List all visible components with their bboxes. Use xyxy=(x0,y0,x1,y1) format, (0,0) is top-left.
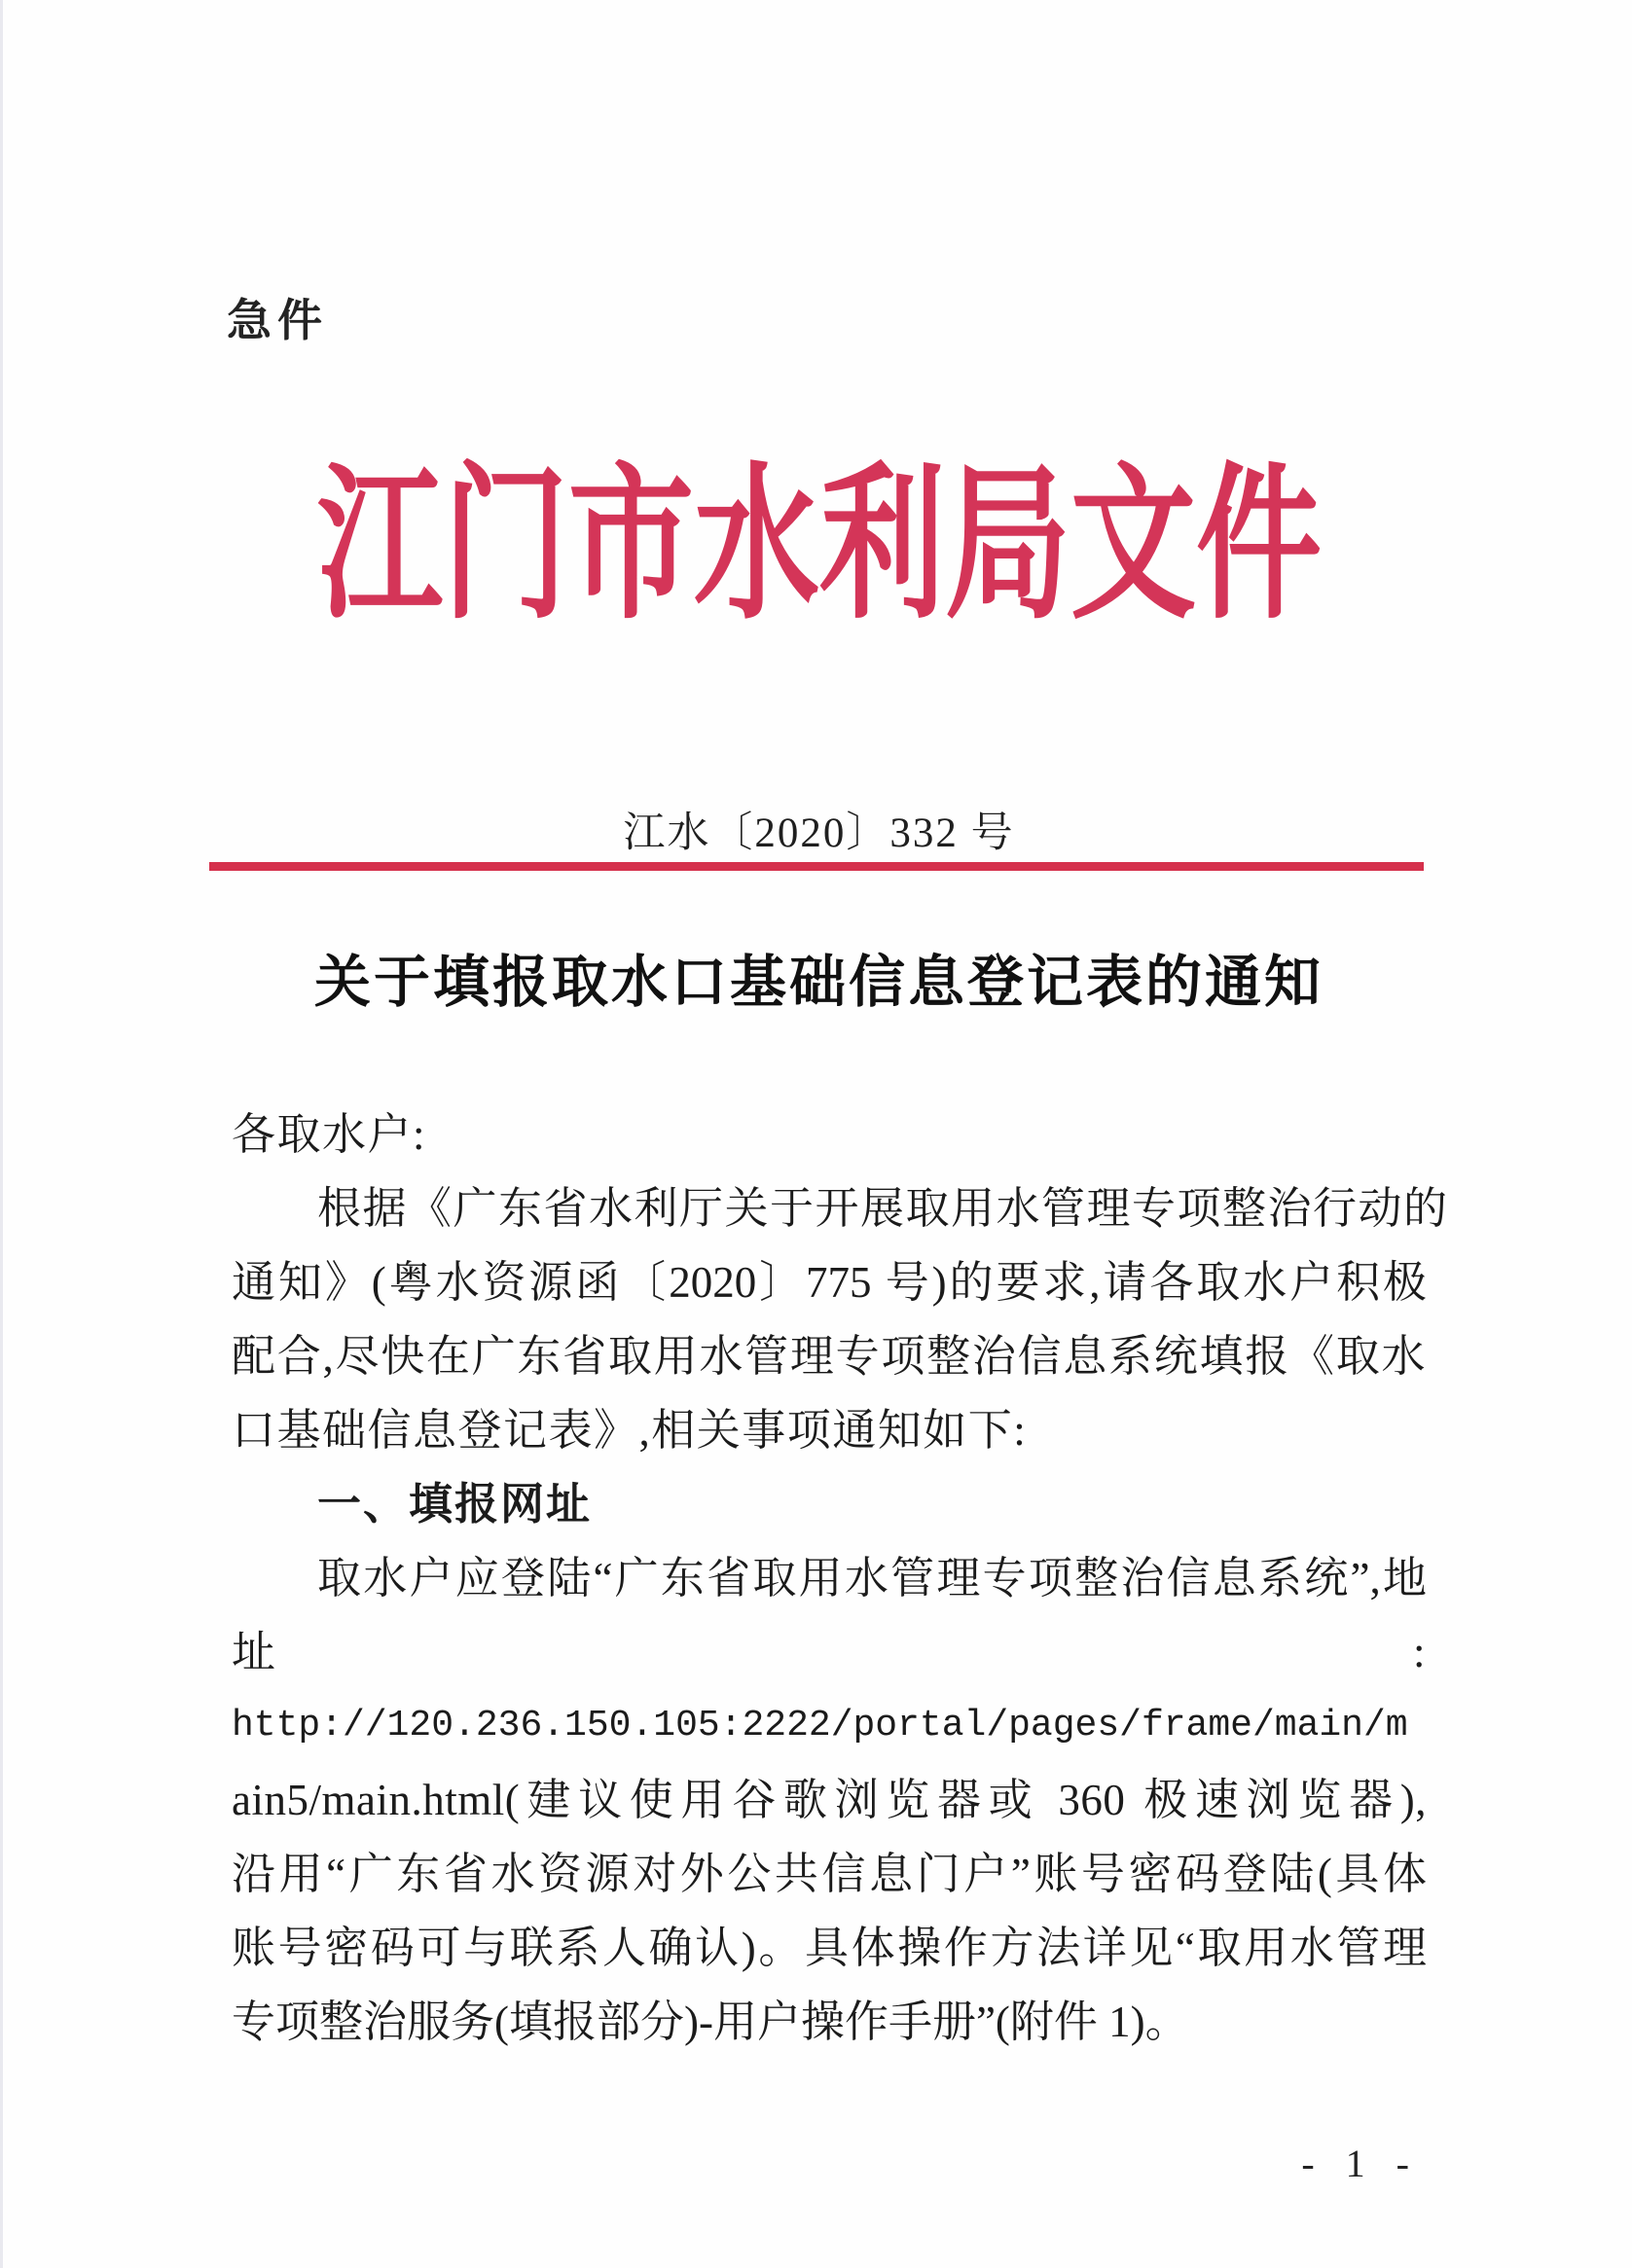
split-line-left: 址 xyxy=(232,1628,277,1676)
body-line: 配合,尽快在广东省取用水管理专项整治信息系统填报《取水 xyxy=(232,1332,1427,1381)
document-body xyxy=(232,1105,1449,2067)
body-line: 口基础信息登记表》,相关事项通知如下: xyxy=(232,1406,1028,1455)
red-separator-rule xyxy=(209,862,1424,871)
agency-banner-text: 江门市水利局文件 xyxy=(316,454,1322,639)
document-number: 江水〔2020〕332 号 xyxy=(623,810,1015,856)
body-line: 通知》(粤水资源函〔2020〕775 号)的要求,请各取水户积极 xyxy=(232,1258,1427,1307)
salutation-line: 各取水户: xyxy=(232,1110,427,1159)
body-line: 专项整治服务(填报部分)-用户操作手册”(附件 1)。 xyxy=(232,1998,1189,2046)
body-line-split xyxy=(232,1623,1427,1697)
agency-banner xyxy=(3,450,1632,644)
page-number: - 1 - xyxy=(1301,2142,1413,2185)
notice-title: 关于填报取水口基础信息登记表的通知 xyxy=(313,951,1324,1014)
split-line-right: : xyxy=(1412,1628,1427,1676)
body-line: 根据《广东省水利厅关于开展取用水管理专项整治行动的 xyxy=(317,1184,1449,1233)
url-line: http://120.236.150.105:2222/portal/pages/frame/main/m xyxy=(232,1705,1408,1746)
body-line: 账号密码可与联系人确认)。具体操作方法详见“取用水管理 xyxy=(232,1924,1427,1972)
body-line: 取水户应登陆“广东省取用水管理专项整治信息系统”,地 xyxy=(317,1554,1427,1602)
body-line: 沿用“广东省水资源对外公共信息门户”账号密码登陆(具体 xyxy=(232,1850,1427,1898)
section-heading-fill-in-url: 一、填报网址 xyxy=(317,1479,593,1529)
urgency-label: 急件 xyxy=(227,295,328,345)
url-continuation-line: ain5/main.html(建议使用谷歌浏览器或 360 极速浏览器), xyxy=(232,1776,1427,1824)
